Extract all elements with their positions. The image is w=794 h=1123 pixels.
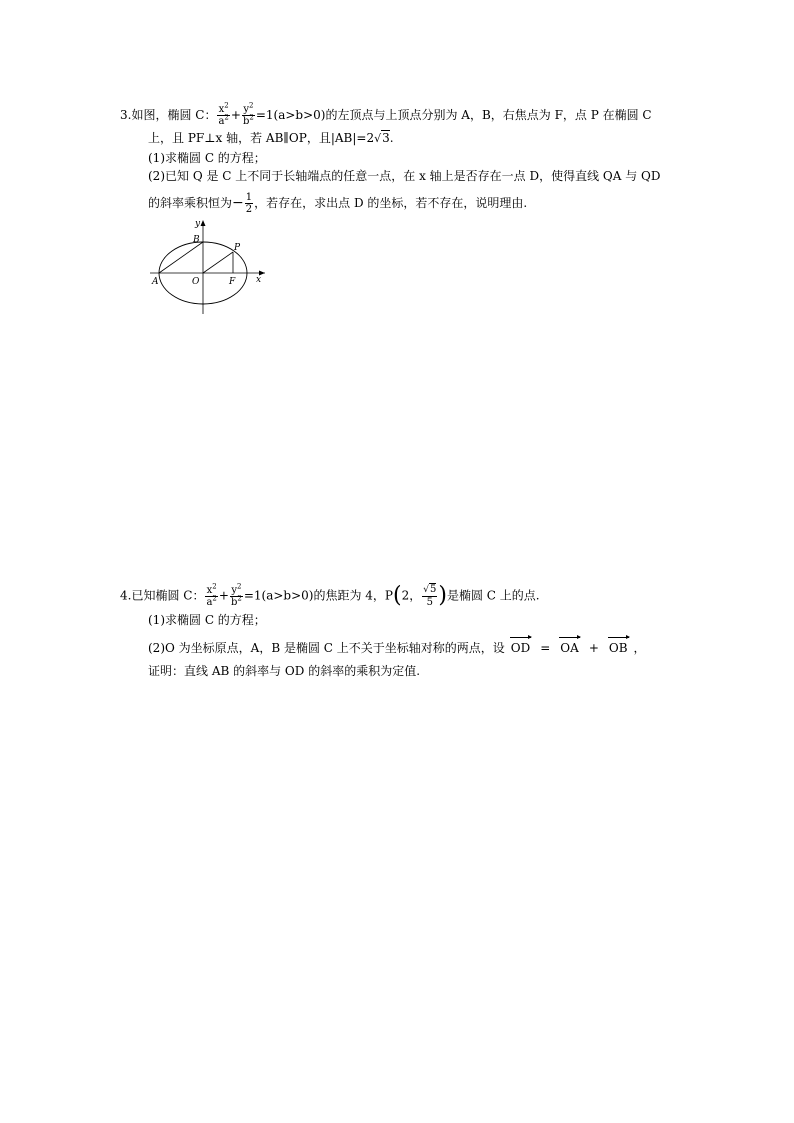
q3-text: =1(a>b>0)的左顶点与上顶点分别为 A，B，右焦点为 F，点 P 在椭圆 C	[255, 108, 652, 122]
q4-number: 4.	[120, 588, 132, 603]
vector-OD: OD	[511, 637, 530, 656]
y-axis-arrow-icon	[201, 220, 206, 226]
q4-part-2: (2)O 为坐标原点，A，B 是椭圆 C 上不关于坐标轴对称的两点，设 OD = OA + OB ，	[148, 637, 646, 656]
q4-line-1: 4.已知椭圆 C： $\frac{x^2}{a^2}$ + $\frac{y^2}{b^2}$ =1(a>b>0)的焦距为 4，P(2， $\frac{√5}{5}$ )是椭圆 C 上的点.	[120, 582, 540, 608]
label-F: F	[229, 277, 236, 287]
fraction-x2-a2: $\frac{x^2}{a^2}$	[218, 101, 229, 127]
label-O: O	[192, 277, 200, 287]
vector-OB: OB	[609, 637, 628, 656]
sqrt-3: 3	[382, 131, 390, 145]
label-A: A	[152, 277, 159, 287]
q4-part-1: (1)求椭圆 C 的方程；	[148, 613, 266, 627]
line-OP	[203, 252, 233, 273]
q4-part-3: 证明：直线 AB 的斜率与 OD 的斜率的乘积为定值.	[148, 664, 421, 678]
label-y: y	[195, 219, 201, 229]
label-x: x	[256, 275, 262, 285]
fraction-one-half: $\frac{1}{2}$	[245, 192, 253, 215]
fraction-sqrt5-5: $\frac{√5}{5}$	[423, 584, 437, 608]
q3-text: 如图，椭圆 C：	[131, 108, 217, 122]
q3-line-5: 的斜率乘积恒为− $\frac{1}{2}$ ，若存在，求出点 D 的坐标，若不存在，说明理由.	[148, 192, 528, 215]
label-B: B	[193, 235, 200, 245]
ellipse-figure	[145, 216, 275, 316]
q3-part-1: (1)求椭圆 C 的方程；	[148, 151, 266, 165]
fraction-y2-b2: $\frac{y^2}{b^2}$	[242, 101, 254, 127]
q3-number: 3.	[120, 108, 132, 122]
line-AB	[159, 242, 203, 273]
q3-line-2: 上，且 PF⊥x 轴，若 AB∥OP，且|AB|=2√3.	[148, 131, 394, 145]
fraction-x2-a2: $\frac{x^2}{a^2}$	[206, 582, 217, 608]
q3-part-2: (2)已知 Q 是 C 上不同于长轴端点的任意一点，在 x 轴上是否存在一点 D，使得直线 QA 与 QD	[148, 169, 661, 183]
q3-line-1: 3.如图，椭圆 C： $\frac{x^2}{a^2}$ + $\frac{y^2}{b^2}$ =1(a>b>0)的左顶点与上顶点分别为 A，B，右焦点为 F，点 P 在椭圆 C	[120, 101, 652, 127]
vector-OA: OA	[560, 637, 579, 656]
fraction-y2-b2: $\frac{y^2}{b^2}$	[230, 582, 242, 608]
label-P: P	[234, 243, 241, 253]
